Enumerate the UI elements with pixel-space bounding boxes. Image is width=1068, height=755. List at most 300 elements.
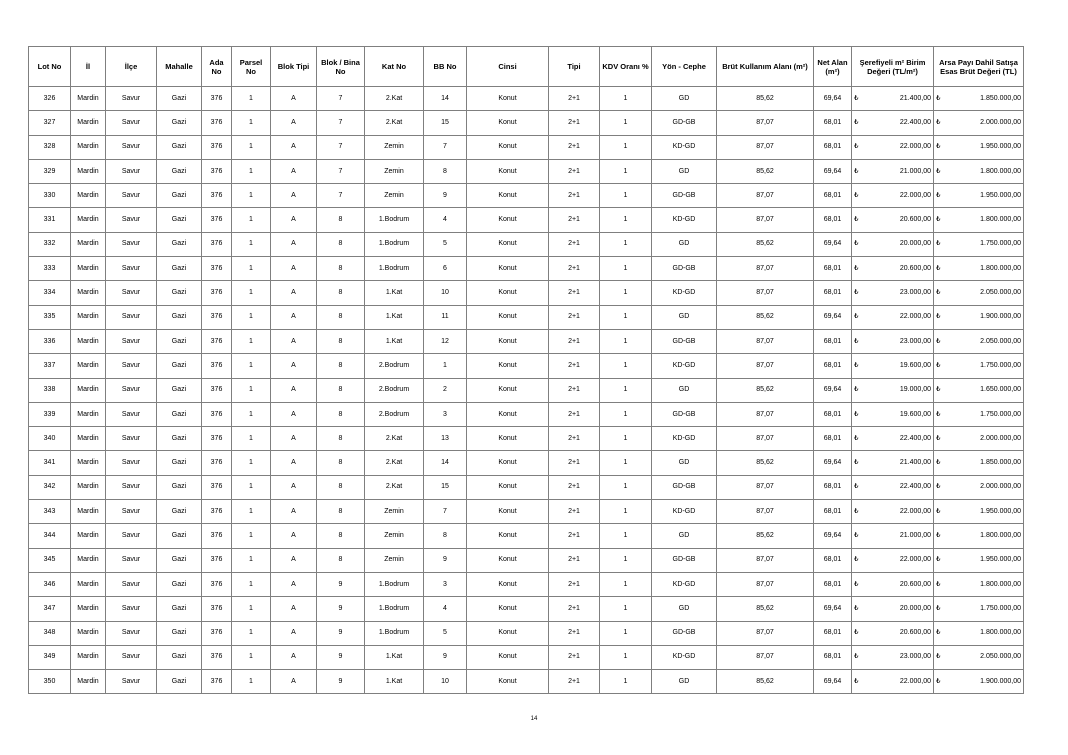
- cell-deger: [934, 572, 1024, 596]
- cell-ada: 376: [202, 135, 232, 159]
- amount: 22.000,00: [899, 556, 931, 564]
- currency-symbol: ₺: [936, 167, 941, 175]
- amount: 1.800.000,00: [980, 580, 1021, 588]
- col-header-net-alan: Net Alan (m²): [814, 47, 852, 87]
- cell-net: 68,01: [814, 208, 852, 232]
- table-row: [29, 548, 1024, 572]
- cell-brut: 87,07: [717, 329, 814, 353]
- cell-kat: 1.Bodrum: [365, 572, 424, 596]
- cell-birim: [852, 500, 934, 524]
- cell-deger: [934, 208, 1024, 232]
- cell-bb: 11: [424, 305, 467, 329]
- cell-yon: GD: [652, 524, 717, 548]
- cell-ilce: Savur: [106, 475, 157, 499]
- table-row: [29, 427, 1024, 451]
- amount: 1.900.000,00: [980, 677, 1021, 685]
- amount: 21.000,00: [899, 531, 931, 539]
- cell-yon: KD-GD: [652, 500, 717, 524]
- cell-blok-tipi: A: [271, 281, 317, 305]
- amount: 20.600,00: [899, 580, 931, 588]
- cell-tipi: 2+1: [549, 281, 600, 305]
- cell-birim: [852, 427, 934, 451]
- table-body: [29, 87, 1024, 694]
- cell-ada: 376: [202, 184, 232, 208]
- cell-yon: GD: [652, 597, 717, 621]
- cell-net: 69,64: [814, 451, 852, 475]
- cell-bb: 10: [424, 281, 467, 305]
- cell-kat: 1.Bodrum: [365, 597, 424, 621]
- cell-mahalle: Gazi: [157, 159, 202, 183]
- cell-lot: 344: [29, 524, 71, 548]
- cell-deger: [934, 427, 1024, 451]
- cell-tipi: 2+1: [549, 354, 600, 378]
- cell-net: 69,64: [814, 524, 852, 548]
- amount: 2.000.000,00: [980, 483, 1021, 491]
- currency-symbol: ₺: [854, 531, 859, 539]
- cell-il: Mardin: [71, 670, 106, 694]
- cell-brut: 85,62: [717, 670, 814, 694]
- cell-il: Mardin: [71, 135, 106, 159]
- cell-kdv: 1: [600, 524, 652, 548]
- cell-ada: 376: [202, 621, 232, 645]
- cell-blok-tipi: A: [271, 305, 317, 329]
- col-header-bb-no: BB No: [424, 47, 467, 87]
- cell-tipi: 2+1: [549, 329, 600, 353]
- col-header-blok-tipi: Blok Tipi: [271, 47, 317, 87]
- currency-symbol: ₺: [936, 434, 941, 442]
- currency-symbol: ₺: [854, 264, 859, 272]
- amount: 1.950.000,00: [980, 556, 1021, 564]
- cell-ilce: Savur: [106, 621, 157, 645]
- cell-brut: 87,07: [717, 572, 814, 596]
- cell-bina: 8: [317, 451, 365, 475]
- currency-symbol: ₺: [936, 313, 941, 321]
- amount: 1.950.000,00: [980, 143, 1021, 151]
- cell-birim: [852, 329, 934, 353]
- amount: 21.000,00: [899, 167, 931, 175]
- cell-birim: [852, 232, 934, 256]
- cell-yon: GD-GB: [652, 621, 717, 645]
- cell-birim: [852, 111, 934, 135]
- cell-kdv: 1: [600, 572, 652, 596]
- cell-mahalle: Gazi: [157, 427, 202, 451]
- cell-tipi: 2+1: [549, 548, 600, 572]
- cell-ada: 376: [202, 111, 232, 135]
- cell-kat: 1.Bodrum: [365, 208, 424, 232]
- cell-kat: Zemin: [365, 184, 424, 208]
- cell-brut: 85,62: [717, 451, 814, 475]
- cell-birim: [852, 548, 934, 572]
- cell-net: 69,64: [814, 378, 852, 402]
- cell-deger: [934, 257, 1024, 281]
- cell-mahalle: Gazi: [157, 572, 202, 596]
- cell-mahalle: Gazi: [157, 305, 202, 329]
- cell-il: Mardin: [71, 572, 106, 596]
- cell-tipi: 2+1: [549, 475, 600, 499]
- cell-parsel: 1: [232, 329, 271, 353]
- table-row: [29, 87, 1024, 111]
- cell-yon: GD: [652, 378, 717, 402]
- currency-symbol: ₺: [854, 143, 859, 151]
- cell-bina: 9: [317, 597, 365, 621]
- cell-ilce: Savur: [106, 402, 157, 426]
- amount: 1.800.000,00: [980, 216, 1021, 224]
- cell-blok-tipi: A: [271, 475, 317, 499]
- currency-symbol: ₺: [854, 361, 859, 369]
- cell-tipi: 2+1: [549, 232, 600, 256]
- cell-cinsi: Konut: [467, 378, 549, 402]
- cell-mahalle: Gazi: [157, 597, 202, 621]
- cell-ada: 376: [202, 548, 232, 572]
- cell-kat: Zemin: [365, 524, 424, 548]
- cell-bb: 12: [424, 329, 467, 353]
- cell-parsel: 1: [232, 548, 271, 572]
- cell-cinsi: Konut: [467, 232, 549, 256]
- currency-symbol: ₺: [936, 240, 941, 248]
- cell-net: 68,01: [814, 402, 852, 426]
- cell-ada: 376: [202, 208, 232, 232]
- cell-kdv: 1: [600, 670, 652, 694]
- cell-brut: 87,07: [717, 548, 814, 572]
- cell-bb: 13: [424, 427, 467, 451]
- currency-symbol: ₺: [936, 604, 941, 612]
- amount: 2.050.000,00: [980, 337, 1021, 345]
- cell-lot: 331: [29, 208, 71, 232]
- cell-mahalle: Gazi: [157, 111, 202, 135]
- amount: 22.000,00: [899, 143, 931, 151]
- cell-blok-tipi: A: [271, 670, 317, 694]
- cell-kdv: 1: [600, 159, 652, 183]
- currency-symbol: ₺: [854, 653, 859, 661]
- col-header-yon-cephe: Yön - Cephe: [652, 47, 717, 87]
- cell-bina: 8: [317, 354, 365, 378]
- cell-kdv: 1: [600, 329, 652, 353]
- cell-parsel: 1: [232, 111, 271, 135]
- cell-net: 68,01: [814, 111, 852, 135]
- cell-ada: 376: [202, 597, 232, 621]
- cell-brut: 85,62: [717, 87, 814, 111]
- cell-ada: 376: [202, 524, 232, 548]
- cell-parsel: 1: [232, 597, 271, 621]
- cell-bb: 7: [424, 135, 467, 159]
- cell-cinsi: Konut: [467, 87, 549, 111]
- currency-symbol: ₺: [854, 580, 859, 588]
- cell-lot: 327: [29, 111, 71, 135]
- currency-symbol: ₺: [854, 240, 859, 248]
- cell-ilce: Savur: [106, 500, 157, 524]
- lot-table-container: [28, 46, 1023, 694]
- currency-symbol: ₺: [936, 264, 941, 272]
- amount: 23.000,00: [899, 289, 931, 297]
- cell-bb: 8: [424, 159, 467, 183]
- cell-parsel: 1: [232, 645, 271, 669]
- cell-yon: GD-GB: [652, 402, 717, 426]
- cell-mahalle: Gazi: [157, 281, 202, 305]
- cell-net: 68,01: [814, 329, 852, 353]
- cell-parsel: 1: [232, 524, 271, 548]
- cell-deger: [934, 402, 1024, 426]
- cell-brut: 87,07: [717, 475, 814, 499]
- cell-kdv: 1: [600, 500, 652, 524]
- currency-symbol: ₺: [936, 143, 941, 151]
- cell-parsel: 1: [232, 378, 271, 402]
- amount: 1.650.000,00: [980, 386, 1021, 394]
- cell-yon: KD-GD: [652, 281, 717, 305]
- currency-symbol: ₺: [936, 629, 941, 637]
- currency-symbol: ₺: [936, 483, 941, 491]
- cell-kat: 1.Kat: [365, 670, 424, 694]
- table-row: [29, 572, 1024, 596]
- cell-yon: GD: [652, 305, 717, 329]
- cell-yon: GD-GB: [652, 548, 717, 572]
- currency-symbol: ₺: [936, 386, 941, 394]
- cell-yon: KD-GD: [652, 645, 717, 669]
- cell-tipi: 2+1: [549, 378, 600, 402]
- cell-parsel: 1: [232, 621, 271, 645]
- col-header-birim-deger: Şerefiyeli m² Birim Değeri (TL/m²): [852, 47, 934, 87]
- cell-yon: KD-GD: [652, 572, 717, 596]
- currency-symbol: ₺: [854, 118, 859, 126]
- cell-kdv: 1: [600, 281, 652, 305]
- amount: 22.000,00: [899, 313, 931, 321]
- cell-deger: [934, 135, 1024, 159]
- cell-il: Mardin: [71, 621, 106, 645]
- cell-blok-tipi: A: [271, 87, 317, 111]
- cell-il: Mardin: [71, 524, 106, 548]
- cell-cinsi: Konut: [467, 645, 549, 669]
- cell-kat: 2.Bodrum: [365, 402, 424, 426]
- cell-blok-tipi: A: [271, 159, 317, 183]
- currency-symbol: ₺: [854, 629, 859, 637]
- cell-parsel: 1: [232, 184, 271, 208]
- col-header-kdv-orani: KDV Oranı %: [600, 47, 652, 87]
- currency-symbol: ₺: [854, 337, 859, 345]
- cell-bina: 9: [317, 670, 365, 694]
- cell-mahalle: Gazi: [157, 135, 202, 159]
- cell-il: Mardin: [71, 87, 106, 111]
- table-row: [29, 524, 1024, 548]
- cell-brut: 87,07: [717, 184, 814, 208]
- col-header-ada-no: Ada No: [202, 47, 232, 87]
- table-row: [29, 597, 1024, 621]
- cell-ada: 376: [202, 475, 232, 499]
- cell-birim: [852, 378, 934, 402]
- cell-bina: 8: [317, 257, 365, 281]
- cell-deger: [934, 329, 1024, 353]
- currency-symbol: ₺: [854, 507, 859, 515]
- cell-ilce: Savur: [106, 281, 157, 305]
- currency-symbol: ₺: [854, 167, 859, 175]
- amount: 1.750.000,00: [980, 240, 1021, 248]
- cell-bina: 8: [317, 548, 365, 572]
- cell-bb: 2: [424, 378, 467, 402]
- cell-cinsi: Konut: [467, 281, 549, 305]
- cell-ilce: Savur: [106, 208, 157, 232]
- col-header-lot-no: Lot No: [29, 47, 71, 87]
- cell-birim: [852, 305, 934, 329]
- cell-kat: 1.Kat: [365, 281, 424, 305]
- cell-net: 69,64: [814, 232, 852, 256]
- cell-deger: [934, 475, 1024, 499]
- cell-il: Mardin: [71, 184, 106, 208]
- currency-symbol: ₺: [854, 313, 859, 321]
- cell-mahalle: Gazi: [157, 257, 202, 281]
- cell-net: 69,64: [814, 159, 852, 183]
- currency-symbol: ₺: [936, 556, 941, 564]
- cell-brut: 85,62: [717, 378, 814, 402]
- cell-tipi: 2+1: [549, 159, 600, 183]
- cell-kat: 1.Kat: [365, 329, 424, 353]
- cell-ada: 376: [202, 87, 232, 111]
- cell-mahalle: Gazi: [157, 670, 202, 694]
- cell-cinsi: Konut: [467, 475, 549, 499]
- cell-blok-tipi: A: [271, 451, 317, 475]
- cell-brut: 85,62: [717, 232, 814, 256]
- amount: 23.000,00: [899, 337, 931, 345]
- currency-symbol: ₺: [936, 191, 941, 199]
- cell-yon: GD: [652, 159, 717, 183]
- cell-lot: 342: [29, 475, 71, 499]
- cell-deger: [934, 184, 1024, 208]
- cell-cinsi: Konut: [467, 159, 549, 183]
- cell-mahalle: Gazi: [157, 402, 202, 426]
- cell-deger: [934, 305, 1024, 329]
- cell-lot: 340: [29, 427, 71, 451]
- cell-blok-tipi: A: [271, 184, 317, 208]
- cell-kdv: 1: [600, 135, 652, 159]
- currency-symbol: ₺: [936, 459, 941, 467]
- cell-kat: 1.Kat: [365, 645, 424, 669]
- cell-ada: 376: [202, 427, 232, 451]
- cell-kat: 2.Bodrum: [365, 354, 424, 378]
- cell-kat: 2.Bodrum: [365, 378, 424, 402]
- amount: 1.800.000,00: [980, 167, 1021, 175]
- cell-tipi: 2+1: [549, 257, 600, 281]
- cell-bina: 7: [317, 184, 365, 208]
- cell-tipi: 2+1: [549, 427, 600, 451]
- cell-brut: 87,07: [717, 621, 814, 645]
- cell-lot: 335: [29, 305, 71, 329]
- cell-il: Mardin: [71, 159, 106, 183]
- cell-yon: KD-GD: [652, 427, 717, 451]
- cell-birim: [852, 87, 934, 111]
- cell-brut: 87,07: [717, 257, 814, 281]
- cell-lot: 337: [29, 354, 71, 378]
- cell-blok-tipi: A: [271, 232, 317, 256]
- cell-cinsi: Konut: [467, 524, 549, 548]
- cell-deger: [934, 281, 1024, 305]
- cell-kat: 2.Kat: [365, 475, 424, 499]
- cell-kat: 2.Kat: [365, 87, 424, 111]
- amount: 22.000,00: [899, 191, 931, 199]
- cell-kdv: 1: [600, 548, 652, 572]
- table-row: [29, 257, 1024, 281]
- cell-tipi: 2+1: [549, 184, 600, 208]
- cell-cinsi: Konut: [467, 305, 549, 329]
- cell-kdv: 1: [600, 257, 652, 281]
- currency-symbol: ₺: [854, 459, 859, 467]
- cell-birim: [852, 184, 934, 208]
- cell-bb: 14: [424, 451, 467, 475]
- cell-parsel: 1: [232, 232, 271, 256]
- cell-lot: 326: [29, 87, 71, 111]
- cell-blok-tipi: A: [271, 354, 317, 378]
- cell-yon: KD-GD: [652, 208, 717, 232]
- cell-mahalle: Gazi: [157, 500, 202, 524]
- cell-net: 68,01: [814, 427, 852, 451]
- cell-brut: 87,07: [717, 111, 814, 135]
- cell-birim: [852, 524, 934, 548]
- cell-mahalle: Gazi: [157, 621, 202, 645]
- cell-il: Mardin: [71, 402, 106, 426]
- cell-blok-tipi: A: [271, 524, 317, 548]
- cell-ilce: Savur: [106, 111, 157, 135]
- cell-ilce: Savur: [106, 305, 157, 329]
- cell-kat: 1.Bodrum: [365, 621, 424, 645]
- cell-deger: [934, 451, 1024, 475]
- amount: 20.600,00: [899, 264, 931, 272]
- cell-il: Mardin: [71, 232, 106, 256]
- cell-kdv: 1: [600, 354, 652, 378]
- cell-blok-tipi: A: [271, 402, 317, 426]
- cell-deger: [934, 378, 1024, 402]
- cell-bina: 8: [317, 427, 365, 451]
- cell-net: 69,64: [814, 305, 852, 329]
- cell-tipi: 2+1: [549, 402, 600, 426]
- amount: 2.050.000,00: [980, 653, 1021, 661]
- cell-il: Mardin: [71, 281, 106, 305]
- amount: 2.050.000,00: [980, 289, 1021, 297]
- cell-yon: GD-GB: [652, 329, 717, 353]
- table-row: [29, 232, 1024, 256]
- cell-deger: [934, 159, 1024, 183]
- cell-blok-tipi: A: [271, 548, 317, 572]
- cell-cinsi: Konut: [467, 208, 549, 232]
- cell-lot: 341: [29, 451, 71, 475]
- cell-bb: 4: [424, 208, 467, 232]
- cell-il: Mardin: [71, 427, 106, 451]
- lot-table: [28, 46, 1024, 694]
- cell-net: 69,64: [814, 670, 852, 694]
- currency-symbol: ₺: [854, 386, 859, 394]
- cell-parsel: 1: [232, 670, 271, 694]
- cell-blok-tipi: A: [271, 208, 317, 232]
- cell-kat: Zemin: [365, 159, 424, 183]
- cell-parsel: 1: [232, 87, 271, 111]
- table-row: [29, 305, 1024, 329]
- cell-birim: [852, 257, 934, 281]
- cell-blok-tipi: A: [271, 329, 317, 353]
- cell-tipi: 2+1: [549, 597, 600, 621]
- cell-net: 69,64: [814, 597, 852, 621]
- cell-tipi: 2+1: [549, 621, 600, 645]
- cell-kdv: 1: [600, 184, 652, 208]
- cell-yon: GD: [652, 87, 717, 111]
- cell-brut: 85,62: [717, 597, 814, 621]
- cell-tipi: 2+1: [549, 111, 600, 135]
- table-row: [29, 621, 1024, 645]
- col-header-blok-bina-no: Blok / Bina No: [317, 47, 365, 87]
- cell-ada: 376: [202, 572, 232, 596]
- cell-ada: 376: [202, 451, 232, 475]
- table-row: [29, 184, 1024, 208]
- cell-ilce: Savur: [106, 257, 157, 281]
- cell-il: Mardin: [71, 500, 106, 524]
- amount: 20.600,00: [899, 629, 931, 637]
- currency-symbol: ₺: [854, 216, 859, 224]
- cell-brut: 87,07: [717, 645, 814, 669]
- cell-net: 68,01: [814, 645, 852, 669]
